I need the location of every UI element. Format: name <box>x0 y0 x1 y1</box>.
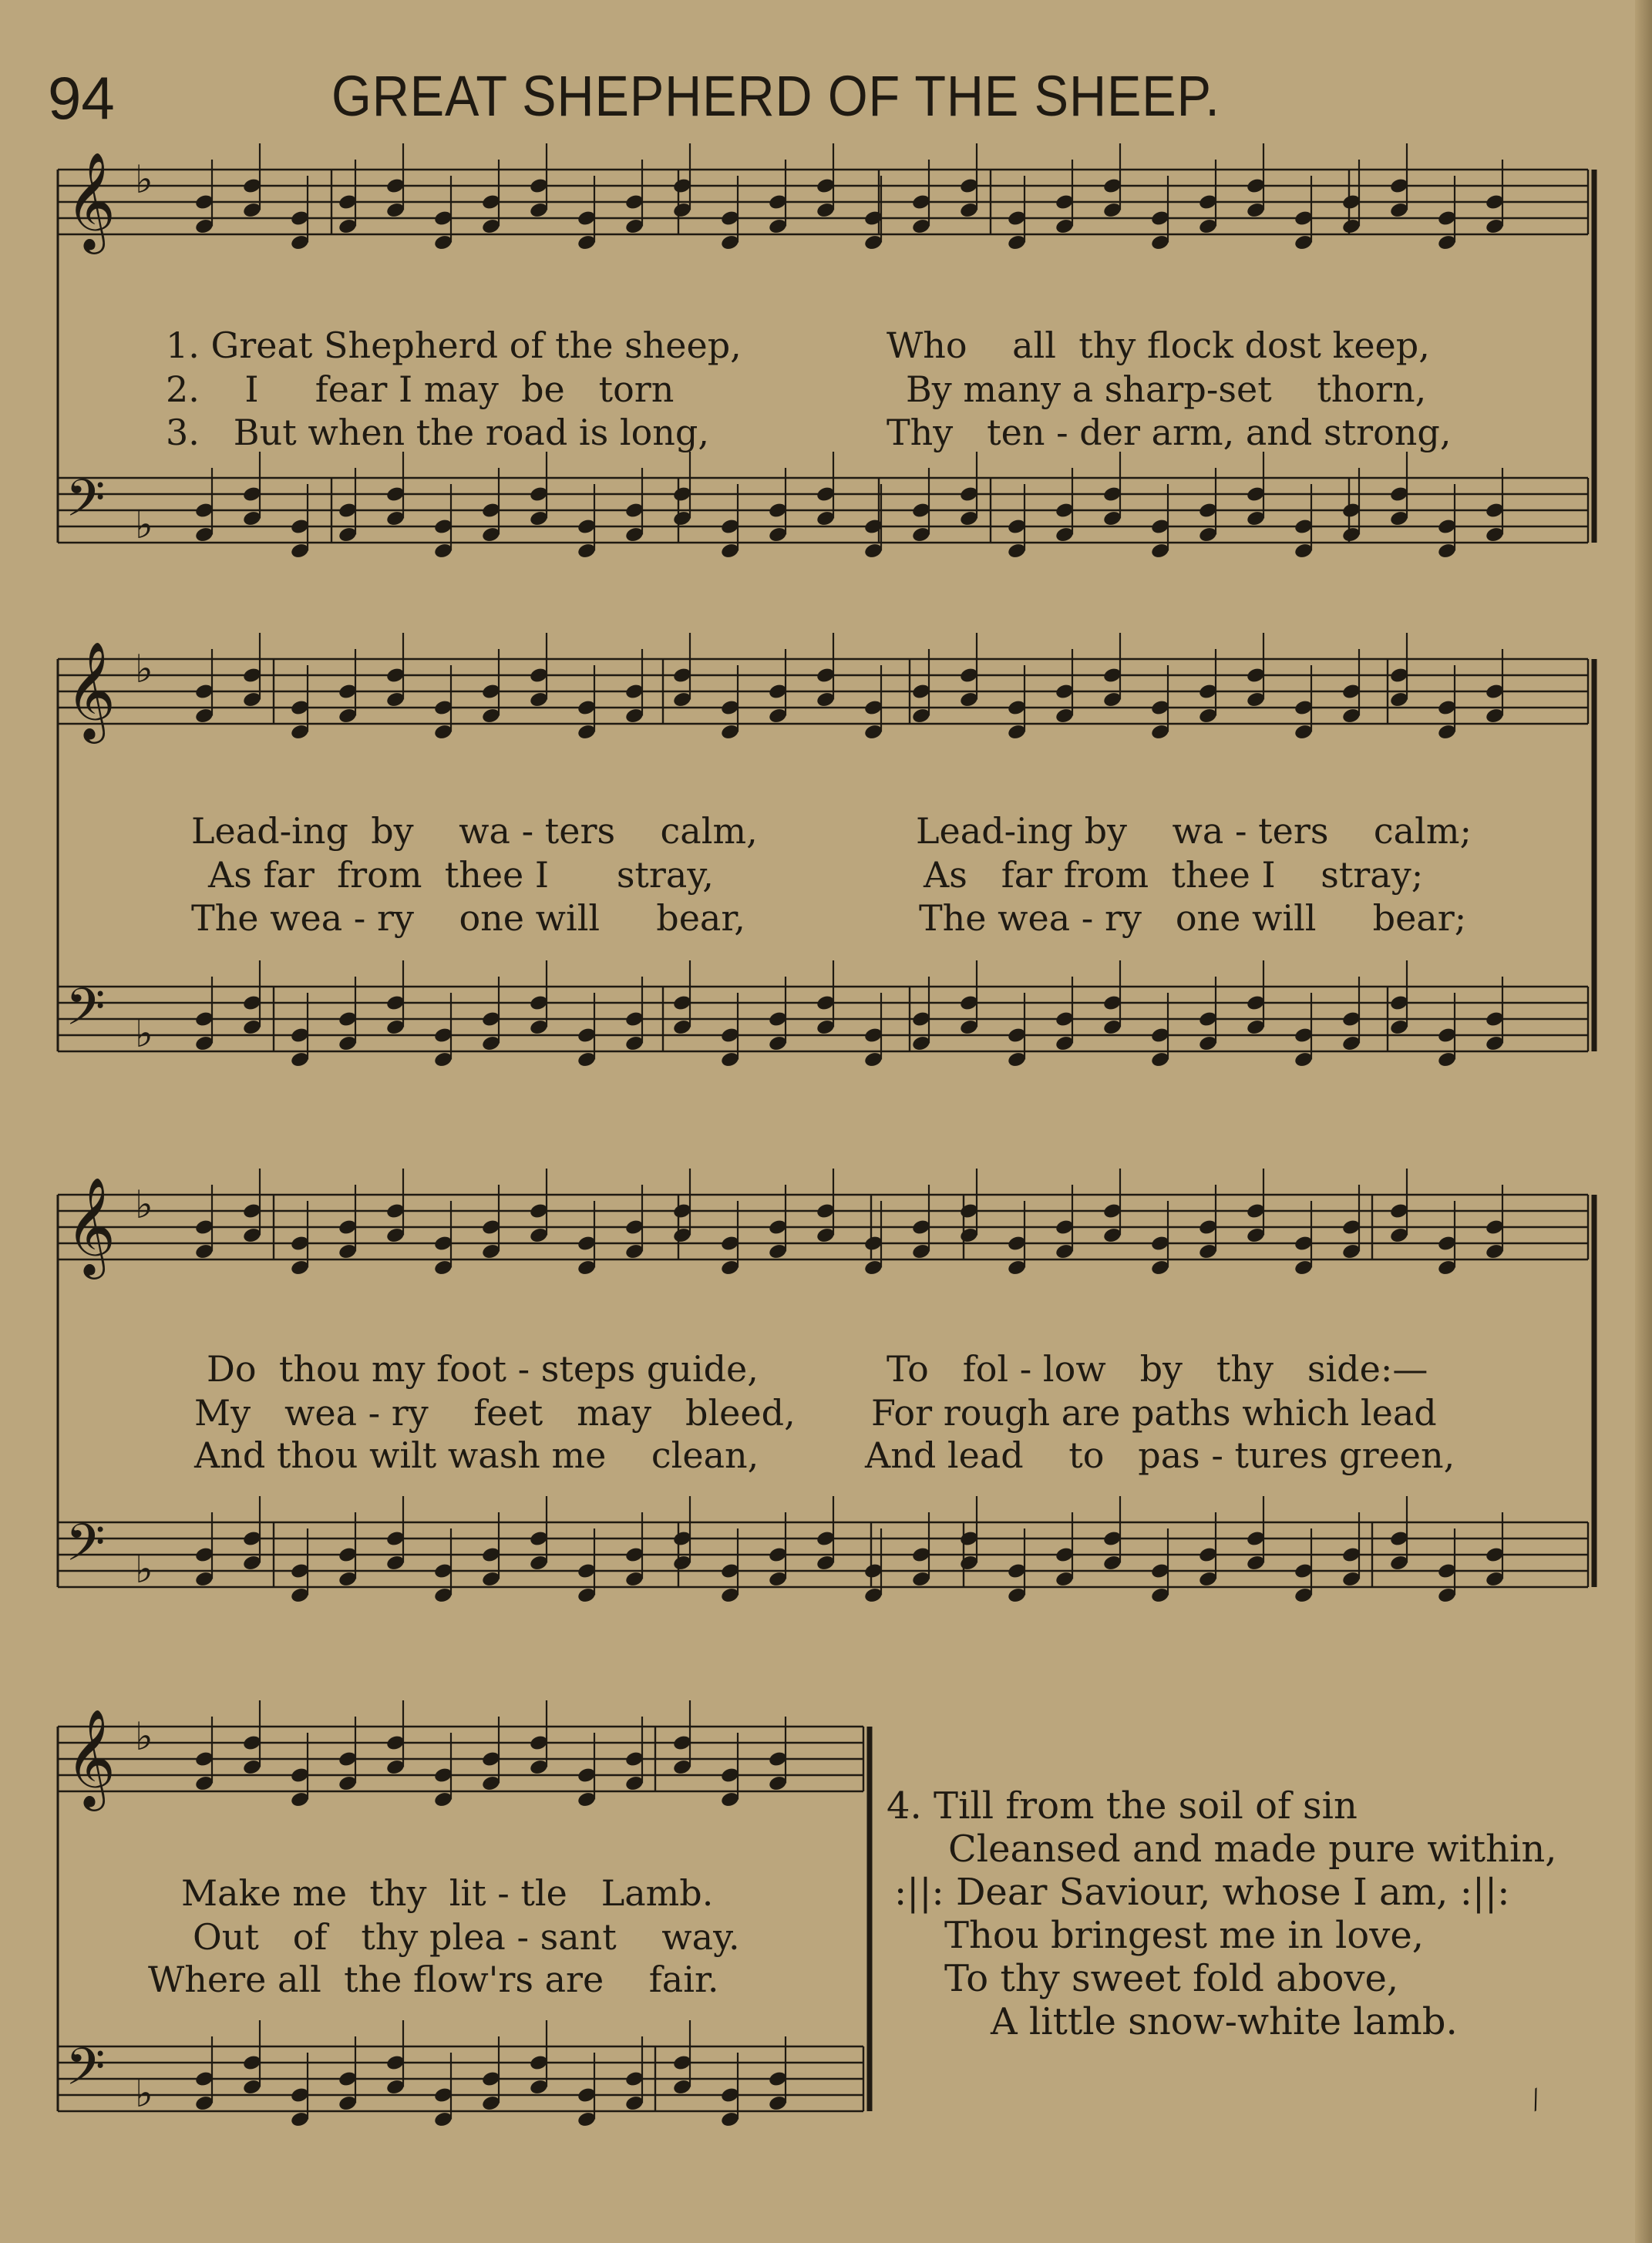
stanza-4 <box>887 1784 1557 2043</box>
lyric-line: Lead-ing by wa - ters calm, <box>191 810 758 852</box>
stanza-4-line: A little snow-white lamb. <box>991 2000 1458 2043</box>
flat-icon: ♭ <box>135 1714 153 1759</box>
stanza-4-line: Cleansed and made pure within, <box>948 1828 1557 1871</box>
lyric-line: Thy ten - der arm, and strong, <box>887 412 1452 453</box>
flat-icon: ♭ <box>135 2071 153 2116</box>
flat-icon: ♭ <box>135 157 153 202</box>
lyric-line: 1. Great Shepherd of the sheep, <box>166 325 742 366</box>
lyric-line: As far from thee I stray; <box>924 854 1424 896</box>
flat-icon: ♭ <box>135 503 153 547</box>
treble-clef-icon: 𝄞 <box>66 151 116 250</box>
lyric-line: For rough are paths which lead <box>871 1392 1437 1434</box>
lyric-line: 3. But when the road is long, <box>166 412 709 453</box>
lyric-line: As far from thee I stray, <box>208 854 714 896</box>
lyric-line: Make me thy lit - tle Lamb. <box>181 1872 714 1914</box>
bass-clef-icon: 𝄢 <box>66 469 106 540</box>
lyric-line: Who all thy flock dost keep, <box>887 325 1430 366</box>
treble-clef-icon: 𝄞 <box>66 1176 116 1275</box>
music-system-2 <box>0 624 1652 1148</box>
flat-icon: ♭ <box>135 647 153 691</box>
lyric-line: And thou wilt wash me clean, <box>194 1434 759 1476</box>
lyric-line: Do thou my foot - steps guide, <box>207 1348 759 1390</box>
music-system-1 <box>0 139 1652 601</box>
stanza-4-line: :||: Dear Saviour, whose I am, :||: <box>894 1871 1510 1914</box>
pencil-mark: ⁄ <box>1526 2086 1546 2115</box>
lyric-line: To fol - low by thy side:— <box>887 1348 1428 1390</box>
bass-clef-icon: 𝄢 <box>66 1513 106 1585</box>
lyric-line: Out of thy plea - sant way. <box>193 1916 740 1958</box>
lyric-line: My wea - ry feet may bleed, <box>194 1392 796 1434</box>
lyric-line: The wea - ry one will bear, <box>191 897 745 939</box>
bass-clef-icon: 𝄢 <box>66 2037 106 2109</box>
stanza-4-line: Thou bringest me in love, <box>944 1914 1424 1957</box>
treble-clef-icon: 𝄞 <box>66 1708 116 1807</box>
page-number: 94 <box>48 64 115 132</box>
flat-icon: ♭ <box>135 1011 153 1056</box>
flat-icon: ♭ <box>135 1182 153 1227</box>
flat-icon: ♭ <box>135 1547 153 1592</box>
lyric-line: 2. I fear I may be torn <box>166 368 675 410</box>
music-system-3 <box>0 1160 1652 1638</box>
stanza-4-line: 4. Till from the soil of sin <box>887 1784 1358 1828</box>
hymn-title: GREAT SHEPHERD OF THE SHEEP. <box>331 64 1220 128</box>
bass-clef-icon: 𝄢 <box>66 977 106 1049</box>
stanza-4-line: To thy sweet fold above, <box>944 1957 1399 2000</box>
lyric-line: By many a sharp-set thorn, <box>906 368 1427 410</box>
lyric-line: And lead to pas - tures green, <box>865 1434 1455 1476</box>
lyric-line: Lead-ing by wa - ters calm; <box>916 810 1472 852</box>
lyric-line: The wea - ry one will bear; <box>919 897 1467 939</box>
treble-clef-icon: 𝄞 <box>66 641 116 739</box>
lyric-line: Where all the flow'rs are fair. <box>148 1959 719 2000</box>
